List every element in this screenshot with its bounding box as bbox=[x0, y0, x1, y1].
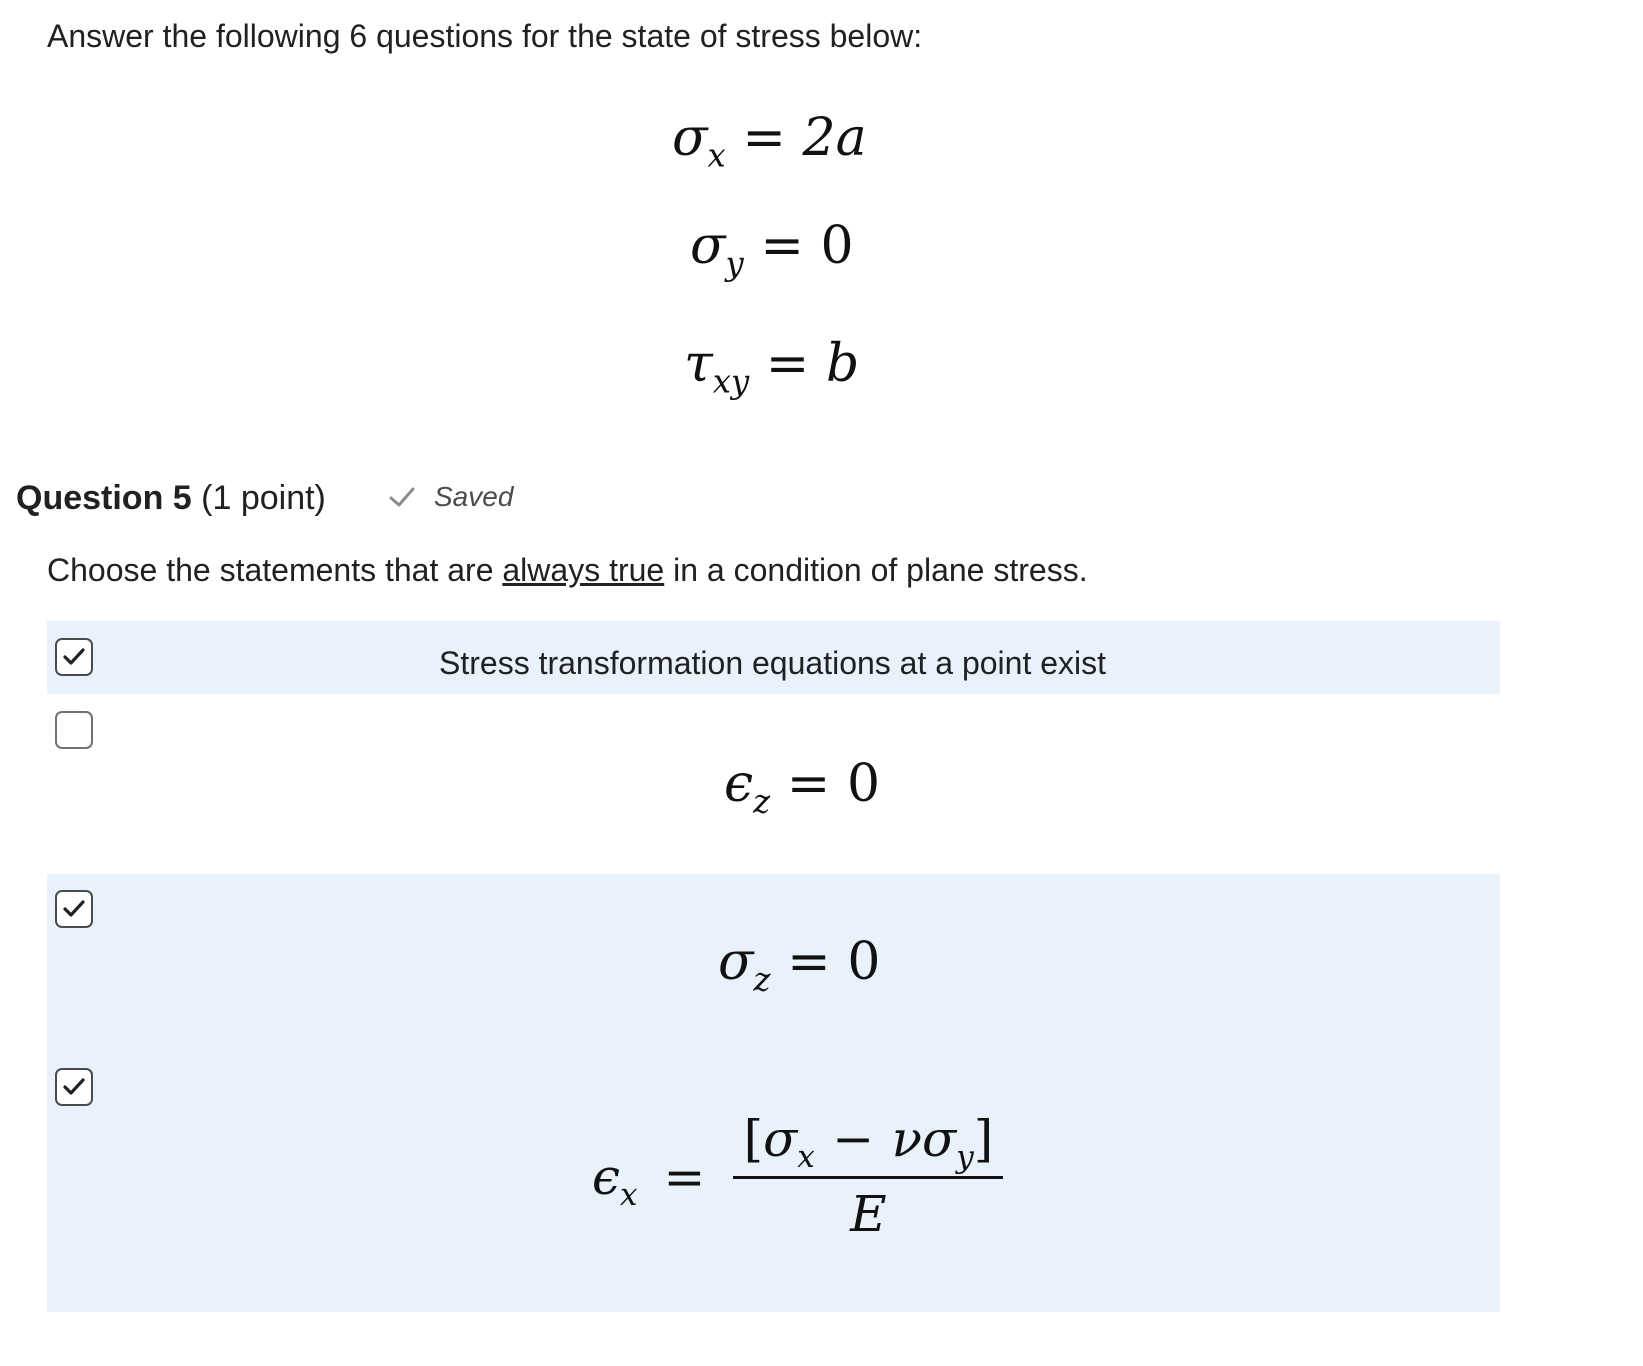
value: 0 bbox=[846, 754, 881, 814]
prompt-text-end: in a condition of plane stress. bbox=[664, 552, 1088, 588]
epsilon-symbol: ϵ bbox=[724, 754, 754, 814]
saved-label: Saved bbox=[434, 481, 514, 512]
fraction-denominator: E bbox=[850, 1185, 887, 1243]
checkmark-icon bbox=[60, 1073, 88, 1101]
sigma-symbol: σ bbox=[690, 216, 726, 276]
option-2-equation bbox=[724, 754, 881, 821]
subscript: y bbox=[725, 244, 744, 283]
value: 0 bbox=[820, 216, 854, 276]
instructions-text: Answer the following 6 questions for the state of stress below: bbox=[47, 18, 923, 54]
sigma-symbol: σ bbox=[718, 932, 754, 992]
check-icon bbox=[388, 483, 416, 511]
sigma-symbol: σ bbox=[672, 108, 708, 168]
option-2-checkbox[interactable] bbox=[55, 711, 93, 749]
question-prompt bbox=[47, 548, 1088, 592]
option-1-checkbox[interactable] bbox=[55, 638, 93, 676]
given-sigma-y-equation bbox=[690, 216, 854, 283]
given-sigma-x-equation bbox=[672, 108, 867, 175]
option-4-equation bbox=[592, 1110, 1003, 1243]
subscript: x bbox=[797, 1138, 815, 1175]
sigma-symbol: σ bbox=[922, 1110, 957, 1168]
minus-sign: − bbox=[832, 1110, 875, 1168]
answer-option-1[interactable] bbox=[47, 621, 1500, 694]
sigma-symbol: σ bbox=[763, 1110, 798, 1168]
equals-sign: = bbox=[787, 932, 831, 992]
subscript: x bbox=[707, 136, 726, 175]
option-3-equation bbox=[718, 932, 881, 999]
subscript: xy bbox=[712, 362, 750, 401]
fraction-numerator bbox=[738, 1110, 1000, 1176]
subscript: y bbox=[956, 1138, 974, 1175]
checkmark-icon bbox=[60, 643, 88, 671]
equals-sign: = bbox=[786, 754, 831, 814]
saved-status bbox=[388, 481, 513, 513]
value: 2a bbox=[802, 108, 867, 168]
option-3-checkbox[interactable] bbox=[55, 890, 93, 928]
fraction bbox=[733, 1110, 1003, 1243]
question-points: (1 point) bbox=[201, 479, 326, 517]
equals-sign: = bbox=[663, 1147, 706, 1206]
subscript: z bbox=[753, 960, 771, 999]
question-header bbox=[16, 476, 326, 520]
close-bracket: ] bbox=[973, 1110, 994, 1168]
subscript: z bbox=[753, 782, 771, 821]
checkmark-icon bbox=[60, 895, 88, 923]
nu-symbol: ν bbox=[891, 1110, 923, 1168]
value: b bbox=[826, 334, 860, 394]
equals-sign: = bbox=[765, 334, 810, 394]
strain-lhs bbox=[592, 1147, 638, 1213]
prompt-emphasis: always true bbox=[502, 552, 665, 588]
question-title: Question 5 bbox=[16, 479, 192, 517]
open-bracket: [ bbox=[743, 1110, 764, 1168]
equals-sign: = bbox=[742, 108, 786, 168]
prompt-text: Choose the statements that are bbox=[47, 552, 503, 588]
option-4-checkbox[interactable] bbox=[55, 1068, 93, 1106]
epsilon-symbol: ϵ bbox=[592, 1147, 621, 1206]
given-tau-xy-equation bbox=[684, 334, 860, 401]
tau-symbol: τ bbox=[684, 334, 713, 394]
option-1-label: Stress transformation equations at a point exist bbox=[439, 645, 1107, 681]
equals-sign: = bbox=[760, 216, 804, 276]
subscript: x bbox=[620, 1176, 638, 1213]
value: 0 bbox=[847, 932, 881, 992]
